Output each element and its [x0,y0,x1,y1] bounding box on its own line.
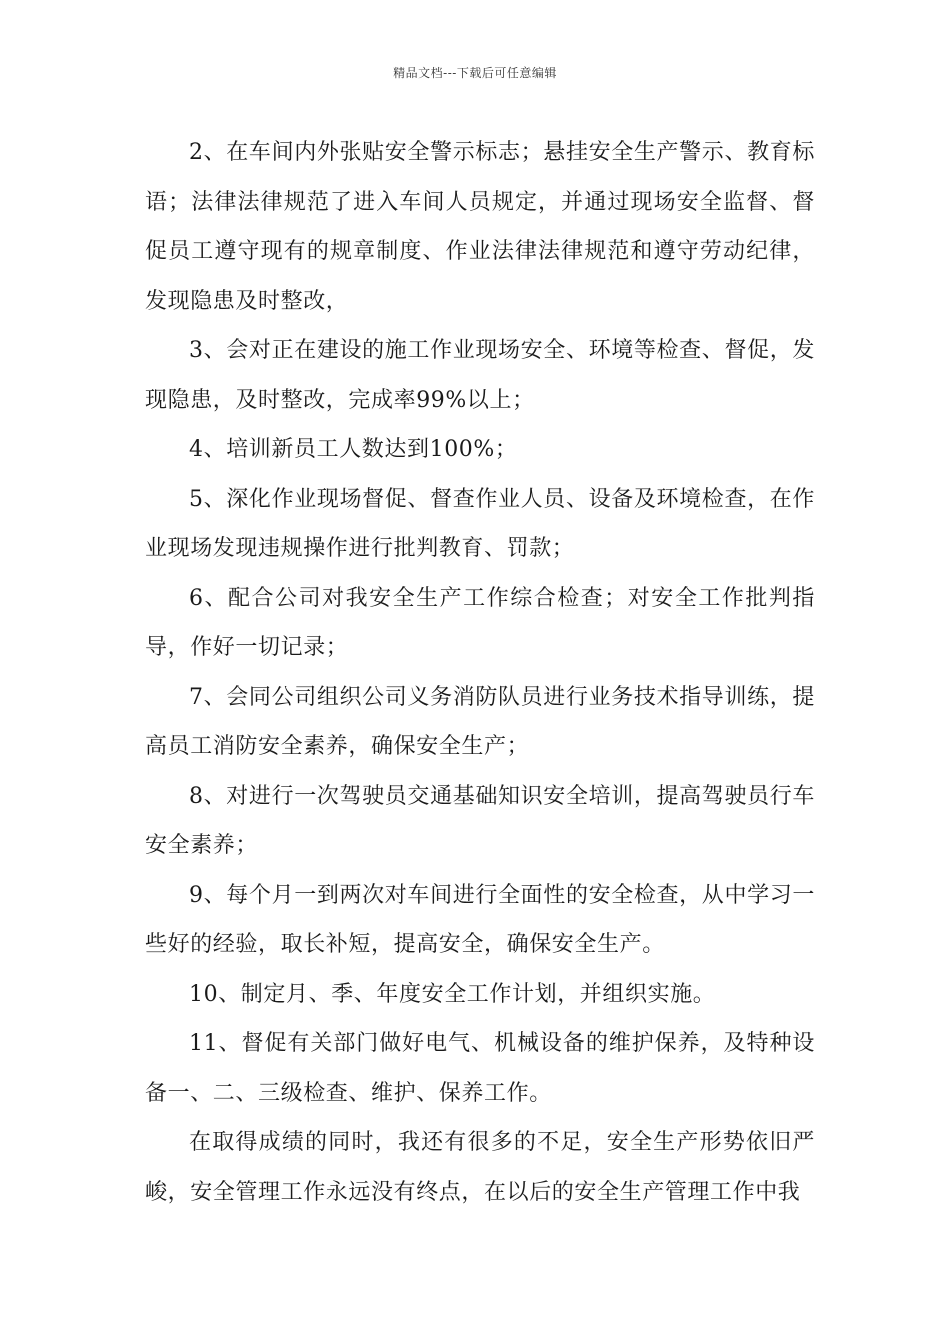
paragraph-conclusion: 在取得成绩的同时，我还有很多的不足，安全生产形势依旧严峻，安全管理工作永远没有终点，在以后的安全生产管理工作中我 [145,1130,815,1205]
paragraph-item-8: 8、对进行一次驾驶员交通基础知识安全培训，提高驾驶员行车安全素养； [145,783,815,858]
page-header: 精品文档---下载后可任意编辑 [393,66,557,80]
paragraph-item-10: 10、制定月、季、年度安全工作计划，并组织实施。 [189,981,716,1007]
paragraph-item-6: 6、配合公司对我安全生产工作综合检查；对安全工作批判指导，作好一切记录； [145,585,815,660]
paragraph-item-7: 7、会同公司组织公司义务消防队员进行业务技术指导训练，提高员工消防安全素养，确保安全生产； [145,684,815,759]
document-body [145,128,815,1217]
paragraph-item-3: 3、会对正在建设的施工作业现场安全、环境等检查、督促，发现隐患，及时整改，完成率99%以上； [145,338,815,413]
paragraph-item-5: 5、深化作业现场督促、督查作业人员、设备及环境检查，在作业现场发现违规操作进行批判教育、罚款； [145,486,815,561]
paragraph-item-4: 4、培训新员工人数达到100%； [189,437,518,462]
paragraph-item-11: 11、督促有关部门做好电气、机械设备的维护保养，及特种设备一、二、三级检查、维护、保养工作。 [145,1031,815,1106]
paragraph-item-2: 2、在车间内外张贴安全警示标志；悬挂安全生产警示、教育标语；法律法律规范了进入车间人员规定，并通过现场安全监督、督促员工遵守现有的规章制度、作业法律法律规范和遵守劳动纪律，发现隐患及时整改， [145,140,815,314]
paragraph-item-9: 9、每个月一到两次对车间进行全面性的安全检查，从中学习一些好的经验，取长补短，提高安全，确保安全生产。 [145,882,815,957]
